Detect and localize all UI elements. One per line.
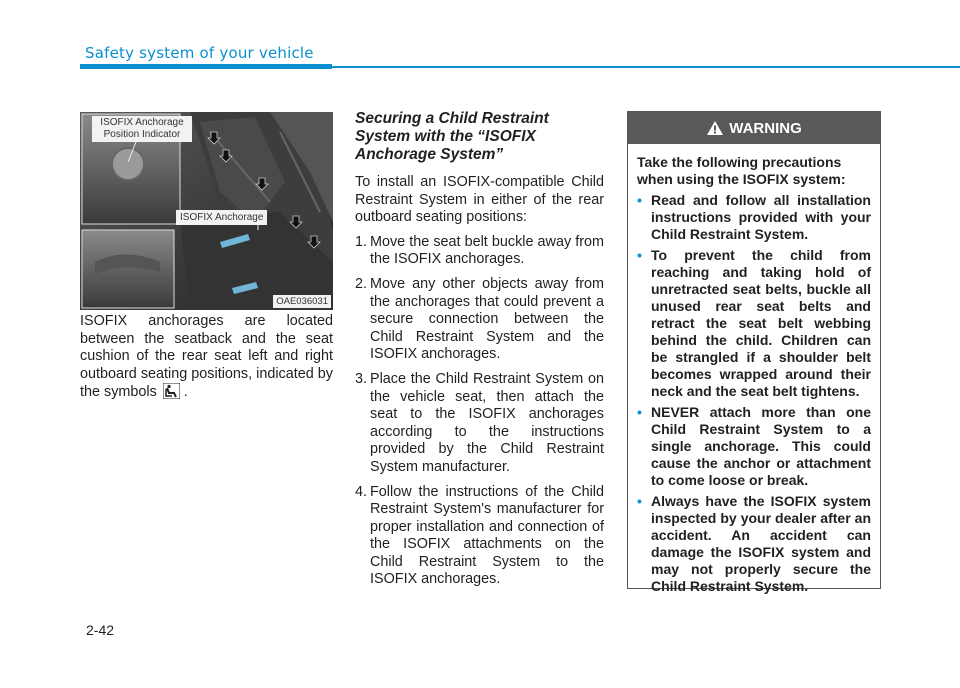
figure-label-anchorage: ISOFIX Anchorage [176,210,267,225]
isofix-symbol-icon [163,383,180,399]
figure-label-position-indicator: ISOFIX Anchorage Position Indicator [92,116,192,142]
step-number: 3. [355,370,368,387]
warning-item [637,493,871,595]
warning-list [637,192,871,595]
step-text: Place the Child Restraint System on the vehicle seat, then attach the seat to the ISOFIX anchorages according to the instructions provided by the Child Restraint System manufacturer. [370,370,604,475]
warning-header [628,112,880,144]
warning-body [628,144,880,595]
page-number: 2-42 [86,622,115,638]
step-item [355,484,604,590]
step-number: 4. [355,483,368,500]
section-heading: Securing a Child Restraint System with the “ISOFIX Anchorage System” [355,110,549,163]
warning-item [637,404,871,489]
column1-paragraph [80,313,333,402]
warning-item [637,247,871,400]
bullet-icon: • [637,404,642,420]
steps-list [355,234,604,589]
step-text: Move the seat belt buckle away from the ISOFIX anchorages. [370,233,604,268]
step-item [355,276,604,364]
warning-title: WARNING [729,119,802,137]
header-rule-thick [80,64,332,69]
warning-item-text: Always have the ISOFIX system inspected by your dealer after an accident. An accident can damage the ISOFIX system and may not properly secure the Child Restraint System. [651,493,871,594]
warning-item-text: Read and follow all installation instructions provided with your Child Restraint System. [651,192,871,242]
column1-text-end: . [183,384,188,401]
column1-text: ISOFIX anchorages are located between the seatback and the seat cushion of the rear seat left and right outboard seating positions, indicated by the symbols [80,313,333,401]
warning-item-text: To prevent the child from reaching and taking hold of unretracted seat belts, buckle all unused rear seat belts and retract the seat belt webbing behind the child. Children can be strangled if a shoulder belt becomes wrapped around their neck and the seat belt tightens. [651,247,871,399]
bullet-icon: • [637,192,642,208]
section-title: Safety system of your vehicle [85,44,314,62]
step-text: Move any other objects away from the anchorages that could prevent a secure connection between the Child Restraint System and the ISOFIX anchorages. [370,275,604,363]
header-rule-thin [332,66,960,68]
step-text: Follow the instructions of the Child Restraint System's manufacturer for proper installation and connection of the ISOFIX attachments on the Child Restraint System to the ISOFIX anchorages. [370,483,604,588]
bullet-icon: • [637,493,642,509]
warning-triangle-icon [706,120,724,136]
warning-item [637,192,871,243]
figure-code: OAE036031 [273,295,331,308]
step-item [355,234,604,269]
intro-paragraph: To install an ISOFIX-compatible Child Restraint System in either of the rear outboard seating positions: [355,174,604,226]
step-number: 1. [355,233,368,250]
warning-intro: Take the following precautions when using the ISOFIX system: [637,154,846,187]
bullet-icon: • [637,247,642,263]
warning-item-text: NEVER attach more than one Child Restraint System to a single anchorage. This could cause the anchor or attachment to come loose or break. [651,404,871,488]
warning-box [627,111,881,594]
step-number: 2. [355,275,368,292]
isofix-figure [80,112,333,310]
step-item [355,371,604,477]
column2 [355,110,604,596]
